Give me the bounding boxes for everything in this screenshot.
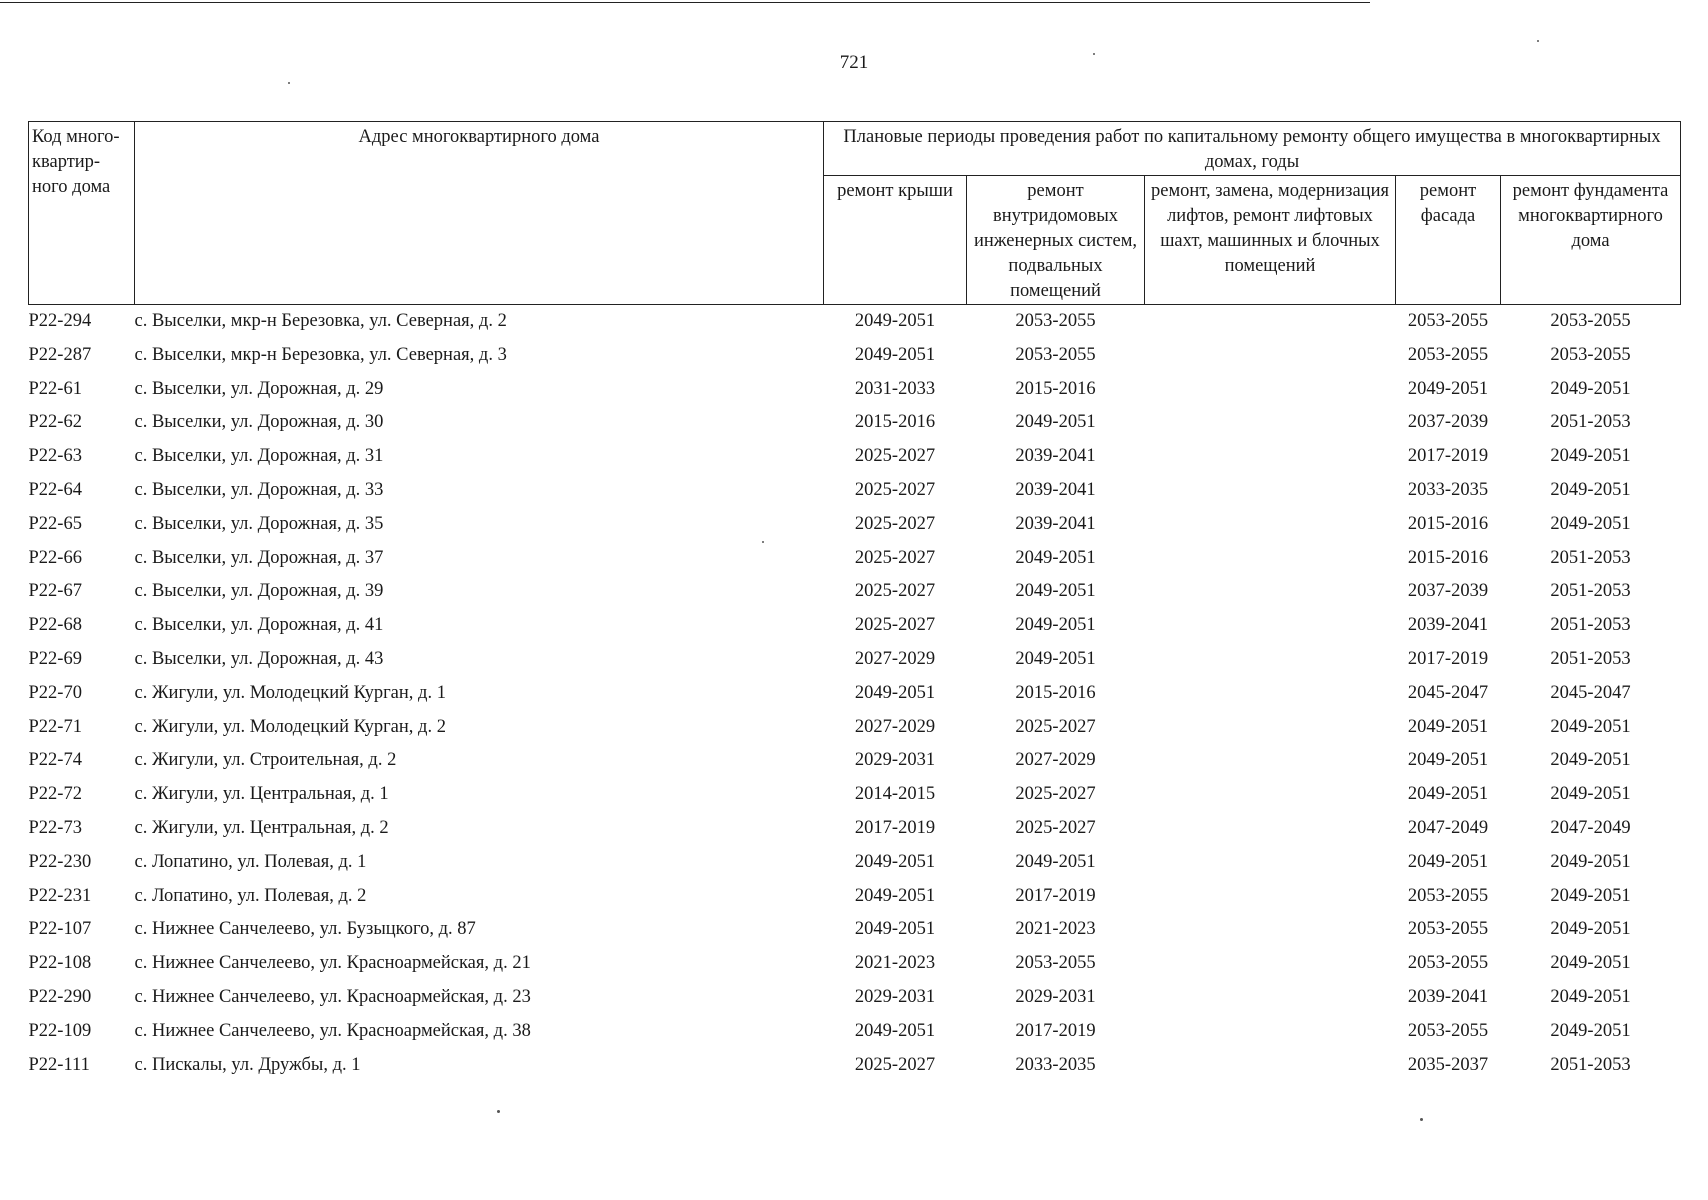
cell-address: с. Выселки, ул. Дорожная, д. 39 bbox=[134, 581, 384, 602]
cell-engineering: 2053-2055 bbox=[1015, 311, 1096, 331]
repair-schedule-table bbox=[28, 121, 1681, 1082]
cell-foundation: 2049-2051 bbox=[1550, 750, 1631, 771]
cell-roof: 2029-2031 bbox=[854, 986, 936, 1007]
cell-roof: 2049-2051 bbox=[854, 311, 936, 331]
cell-engineering: 2021-2023 bbox=[1015, 919, 1096, 940]
cell-code: Р22-68 bbox=[28, 615, 82, 636]
cell-roof: 2049-2051 bbox=[854, 682, 936, 703]
cell-address: с. Нижнее Санчелеево, ул. Красноармейская, д. 23 bbox=[134, 986, 531, 1007]
cell-engineering: 2015-2016 bbox=[1015, 378, 1096, 399]
cell-address: с. Жигули, ул. Центральная, д. 2 bbox=[134, 817, 389, 838]
header-periods-group: Плановые периоды проведения работ по капитальному ремонту общего имущества в многоквартирных домах, годы bbox=[824, 122, 1681, 176]
table-row bbox=[29, 812, 1681, 846]
cell-engineering: 2049-2051 bbox=[1015, 581, 1096, 602]
header-row-top bbox=[29, 122, 1681, 176]
table-row bbox=[29, 474, 1681, 508]
cell-lifts bbox=[1145, 508, 1396, 542]
cell-lifts bbox=[1145, 880, 1396, 914]
cell-lifts bbox=[1145, 474, 1396, 508]
top-rule bbox=[0, 2, 1370, 3]
cell-code: Р22-72 bbox=[28, 784, 82, 805]
cell-foundation: 2049-2051 bbox=[1550, 378, 1631, 399]
cell-facade: 2053-2055 bbox=[1407, 885, 1489, 906]
cell-foundation: 2049-2051 bbox=[1550, 446, 1631, 467]
cell-facade: 2049-2051 bbox=[1407, 716, 1489, 737]
page-number: 721 bbox=[839, 52, 869, 73]
cell-engineering: 2053-2055 bbox=[1015, 344, 1096, 365]
cell-address: с. Выселки, ул. Дорожная, д. 33 bbox=[134, 479, 384, 500]
table-row bbox=[29, 440, 1681, 474]
cell-roof: 2025-2027 bbox=[854, 479, 936, 500]
table-row bbox=[29, 609, 1681, 643]
scan-speck bbox=[1537, 40, 1539, 42]
table-header bbox=[29, 122, 1681, 305]
header-code: Код много-квартир-ного дома bbox=[29, 122, 135, 305]
cell-roof: 2025-2027 bbox=[854, 615, 936, 636]
header-lifts: ремонт, замена, модернизация лифтов, ремонт лифтовых шахт, машинных и блочных помещений bbox=[1145, 176, 1396, 305]
cell-facade: 2037-2039 bbox=[1407, 581, 1489, 602]
cell-address: с. Нижнее Санчелеево, ул. Бузыцкого, д. 87 bbox=[134, 919, 476, 940]
table-row bbox=[29, 508, 1681, 542]
cell-lifts bbox=[1145, 542, 1396, 576]
cell-code: Р22-74 bbox=[28, 750, 82, 771]
table-row bbox=[29, 305, 1681, 339]
cell-lifts bbox=[1145, 373, 1396, 407]
cell-lifts bbox=[1145, 913, 1396, 947]
cell-address: с. Выселки, ул. Дорожная, д. 37 bbox=[134, 547, 384, 568]
cell-engineering: 2025-2027 bbox=[1015, 716, 1096, 737]
cell-lifts bbox=[1145, 609, 1396, 643]
cell-address: с. Выселки, мкр-н Березовка, ул. Северная, д. 3 bbox=[134, 344, 507, 365]
cell-roof: 2049-2051 bbox=[854, 851, 936, 872]
table-row bbox=[29, 406, 1681, 440]
cell-roof: 2025-2027 bbox=[854, 1054, 936, 1075]
cell-address: с. Жигули, ул. Строительная, д. 2 bbox=[134, 750, 397, 771]
cell-address: с. Пискалы, ул. Дружбы, д. 1 bbox=[134, 1054, 361, 1075]
cell-roof: 2021-2023 bbox=[854, 953, 936, 974]
cell-address: с. Выселки, мкр-н Березовка, ул. Северная, д. 2 bbox=[134, 311, 507, 331]
scan-speck bbox=[1093, 53, 1095, 55]
cell-address: с. Выселки, ул. Дорожная, д. 43 bbox=[134, 648, 384, 669]
scan-speck bbox=[288, 82, 290, 84]
cell-engineering: 2033-2035 bbox=[1015, 1054, 1096, 1075]
cell-code: Р22-290 bbox=[28, 986, 92, 1007]
cell-engineering: 2053-2055 bbox=[1015, 953, 1096, 974]
cell-facade: 2045-2047 bbox=[1407, 682, 1489, 703]
cell-code: Р22-107 bbox=[28, 919, 92, 940]
cell-foundation: 2051-2053 bbox=[1550, 547, 1631, 568]
cell-facade: 2033-2035 bbox=[1407, 479, 1489, 500]
cell-foundation: 2049-2051 bbox=[1550, 784, 1631, 805]
cell-foundation: 2045-2047 bbox=[1550, 682, 1631, 703]
cell-facade: 2049-2051 bbox=[1407, 851, 1489, 872]
cell-engineering: 2049-2051 bbox=[1015, 648, 1096, 669]
cell-roof: 2031-2033 bbox=[854, 378, 936, 399]
cell-foundation: 2049-2051 bbox=[1550, 851, 1631, 872]
cell-engineering: 2049-2051 bbox=[1015, 615, 1096, 636]
cell-facade: 2049-2051 bbox=[1407, 750, 1489, 771]
cell-code: Р22-67 bbox=[28, 581, 82, 602]
table-body bbox=[29, 305, 1681, 1083]
cell-facade: 2049-2051 bbox=[1407, 784, 1489, 805]
cell-facade: 2049-2051 bbox=[1407, 378, 1489, 399]
table-row bbox=[29, 981, 1681, 1015]
cell-engineering: 2017-2019 bbox=[1015, 885, 1096, 906]
cell-code: Р22-66 bbox=[28, 547, 82, 568]
cell-roof: 2049-2051 bbox=[854, 885, 936, 906]
header-facade: ремонт фасада bbox=[1396, 176, 1501, 305]
cell-lifts bbox=[1145, 339, 1396, 373]
cell-address: с. Нижнее Санчелеево, ул. Красноармейская, д. 21 bbox=[134, 953, 531, 974]
cell-foundation: 2051-2053 bbox=[1550, 1054, 1631, 1075]
cell-address: с. Выселки, ул. Дорожная, д. 41 bbox=[134, 615, 384, 636]
cell-foundation: 2053-2055 bbox=[1550, 311, 1631, 331]
cell-roof: 2049-2051 bbox=[854, 344, 936, 365]
cell-roof: 2025-2027 bbox=[854, 581, 936, 602]
cell-roof: 2027-2029 bbox=[854, 648, 936, 669]
table-row bbox=[29, 373, 1681, 407]
cell-code: Р22-111 bbox=[28, 1054, 90, 1075]
cell-roof: 2029-2031 bbox=[854, 750, 936, 771]
cell-foundation: 2047-2049 bbox=[1550, 817, 1631, 838]
cell-facade: 2017-2019 bbox=[1407, 446, 1489, 467]
cell-facade: 2053-2055 bbox=[1407, 919, 1489, 940]
cell-address: с. Жигули, ул. Молодецкий Курган, д. 2 bbox=[134, 716, 446, 737]
cell-facade: 2017-2019 bbox=[1407, 648, 1489, 669]
cell-address: с. Лопатино, ул. Полевая, д. 1 bbox=[134, 851, 367, 872]
table-row bbox=[29, 846, 1681, 880]
cell-engineering: 2027-2029 bbox=[1015, 750, 1096, 771]
cell-code: Р22-73 bbox=[28, 817, 82, 838]
cell-code: Р22-70 bbox=[28, 682, 82, 703]
cell-facade: 2053-2055 bbox=[1407, 311, 1489, 331]
table-row bbox=[29, 643, 1681, 677]
table-row bbox=[29, 913, 1681, 947]
cell-foundation: 2049-2051 bbox=[1550, 479, 1631, 500]
cell-lifts bbox=[1145, 778, 1396, 812]
scan-speck bbox=[497, 1110, 500, 1113]
cell-foundation: 2049-2051 bbox=[1550, 513, 1631, 534]
cell-facade: 2053-2055 bbox=[1407, 953, 1489, 974]
cell-code: Р22-63 bbox=[28, 446, 82, 467]
cell-foundation: 2049-2051 bbox=[1550, 1020, 1631, 1041]
table-row bbox=[29, 1049, 1681, 1083]
table-row bbox=[29, 339, 1681, 373]
cell-lifts bbox=[1145, 981, 1396, 1015]
cell-engineering: 2049-2051 bbox=[1015, 412, 1096, 433]
cell-foundation: 2049-2051 bbox=[1550, 953, 1631, 974]
cell-lifts bbox=[1145, 406, 1396, 440]
cell-facade: 2039-2041 bbox=[1407, 986, 1489, 1007]
cell-lifts bbox=[1145, 677, 1396, 711]
cell-address: с. Выселки, ул. Дорожная, д. 30 bbox=[134, 412, 384, 433]
cell-foundation: 2049-2051 bbox=[1550, 919, 1631, 940]
cell-code: Р22-108 bbox=[28, 953, 92, 974]
cell-address: с. Нижнее Санчелеево, ул. Красноармейская, д. 38 bbox=[134, 1020, 531, 1041]
cell-roof: 2049-2051 bbox=[854, 1020, 936, 1041]
header-foundation: ремонт фундамента многоквартирного дома bbox=[1501, 176, 1681, 305]
cell-facade: 2015-2016 bbox=[1407, 547, 1489, 568]
cell-lifts bbox=[1145, 744, 1396, 778]
cell-engineering: 2049-2051 bbox=[1015, 547, 1096, 568]
header-engineering: ремонт внутридомовых инженерных систем, подвальных помещений bbox=[967, 176, 1145, 305]
cell-code: Р22-287 bbox=[28, 344, 92, 365]
table-row bbox=[29, 542, 1681, 576]
header-roof: ремонт крыши bbox=[824, 176, 967, 305]
cell-engineering: 2049-2051 bbox=[1015, 851, 1096, 872]
cell-foundation: 2049-2051 bbox=[1550, 885, 1631, 906]
cell-facade: 2053-2055 bbox=[1407, 1020, 1489, 1041]
cell-roof: 2017-2019 bbox=[854, 817, 936, 838]
cell-code: Р22-69 bbox=[28, 648, 82, 669]
cell-engineering: 2025-2027 bbox=[1015, 784, 1096, 805]
cell-foundation: 2051-2053 bbox=[1550, 412, 1631, 433]
scan-speck bbox=[1420, 1118, 1423, 1121]
cell-code: Р22-231 bbox=[28, 885, 92, 906]
cell-code: Р22-61 bbox=[28, 378, 82, 399]
cell-engineering: 2015-2016 bbox=[1015, 682, 1096, 703]
table-row bbox=[29, 575, 1681, 609]
cell-roof: 2025-2027 bbox=[854, 446, 936, 467]
table-row bbox=[29, 744, 1681, 778]
cell-roof: 2027-2029 bbox=[854, 716, 936, 737]
cell-code: Р22-62 bbox=[28, 412, 82, 433]
cell-lifts bbox=[1145, 711, 1396, 745]
cell-lifts bbox=[1145, 947, 1396, 981]
cell-foundation: 2051-2053 bbox=[1550, 581, 1631, 602]
cell-foundation: 2051-2053 bbox=[1550, 615, 1631, 636]
cell-roof: 2025-2027 bbox=[854, 513, 936, 534]
cell-code: Р22-294 bbox=[28, 311, 92, 331]
cell-address: с. Выселки, ул. Дорожная, д. 31 bbox=[134, 446, 384, 467]
cell-facade: 2039-2041 bbox=[1407, 615, 1489, 636]
cell-lifts bbox=[1145, 846, 1396, 880]
cell-lifts bbox=[1145, 440, 1396, 474]
cell-code: Р22-230 bbox=[28, 851, 92, 872]
table-row bbox=[29, 677, 1681, 711]
cell-foundation: 2053-2055 bbox=[1550, 344, 1631, 365]
cell-code: Р22-64 bbox=[28, 479, 82, 500]
cell-address: с. Жигули, ул. Молодецкий Курган, д. 1 bbox=[134, 682, 446, 703]
table-row bbox=[29, 947, 1681, 981]
cell-code: Р22-109 bbox=[28, 1020, 92, 1041]
cell-lifts bbox=[1145, 643, 1396, 677]
cell-engineering: 2039-2041 bbox=[1015, 479, 1096, 500]
cell-engineering: 2039-2041 bbox=[1015, 446, 1096, 467]
header-address: Адрес многоквартирного дома bbox=[135, 122, 824, 305]
cell-lifts bbox=[1145, 305, 1396, 339]
cell-engineering: 2025-2027 bbox=[1015, 817, 1096, 838]
cell-lifts bbox=[1145, 1015, 1396, 1049]
cell-address: с. Жигули, ул. Центральная, д. 1 bbox=[134, 784, 389, 805]
cell-engineering: 2039-2041 bbox=[1015, 513, 1096, 534]
cell-roof: 2025-2027 bbox=[854, 547, 936, 568]
table-row bbox=[29, 711, 1681, 745]
cell-facade: 2053-2055 bbox=[1407, 344, 1489, 365]
table-row bbox=[29, 778, 1681, 812]
cell-foundation: 2049-2051 bbox=[1550, 716, 1631, 737]
cell-foundation: 2049-2051 bbox=[1550, 986, 1631, 1007]
cell-lifts bbox=[1145, 812, 1396, 846]
cell-address: с. Выселки, ул. Дорожная, д. 29 bbox=[134, 378, 384, 399]
cell-facade: 2015-2016 bbox=[1407, 513, 1489, 534]
cell-facade: 2047-2049 bbox=[1407, 817, 1489, 838]
cell-lifts bbox=[1145, 575, 1396, 609]
table-row bbox=[29, 1015, 1681, 1049]
cell-address: с. Выселки, ул. Дорожная, д. 35 bbox=[134, 513, 384, 534]
cell-engineering: 2017-2019 bbox=[1015, 1020, 1096, 1041]
cell-roof: 2049-2051 bbox=[854, 919, 936, 940]
cell-engineering: 2029-2031 bbox=[1015, 986, 1096, 1007]
cell-lifts bbox=[1145, 1049, 1396, 1083]
cell-address: с. Лопатино, ул. Полевая, д. 2 bbox=[134, 885, 367, 906]
cell-code: Р22-71 bbox=[28, 716, 82, 737]
cell-foundation: 2051-2053 bbox=[1550, 648, 1631, 669]
cell-code: Р22-65 bbox=[28, 513, 82, 534]
cell-facade: 2035-2037 bbox=[1407, 1054, 1489, 1075]
cell-roof: 2015-2016 bbox=[854, 412, 936, 433]
table-row bbox=[29, 880, 1681, 914]
cell-roof: 2014-2015 bbox=[854, 784, 936, 805]
cell-facade: 2037-2039 bbox=[1407, 412, 1489, 433]
